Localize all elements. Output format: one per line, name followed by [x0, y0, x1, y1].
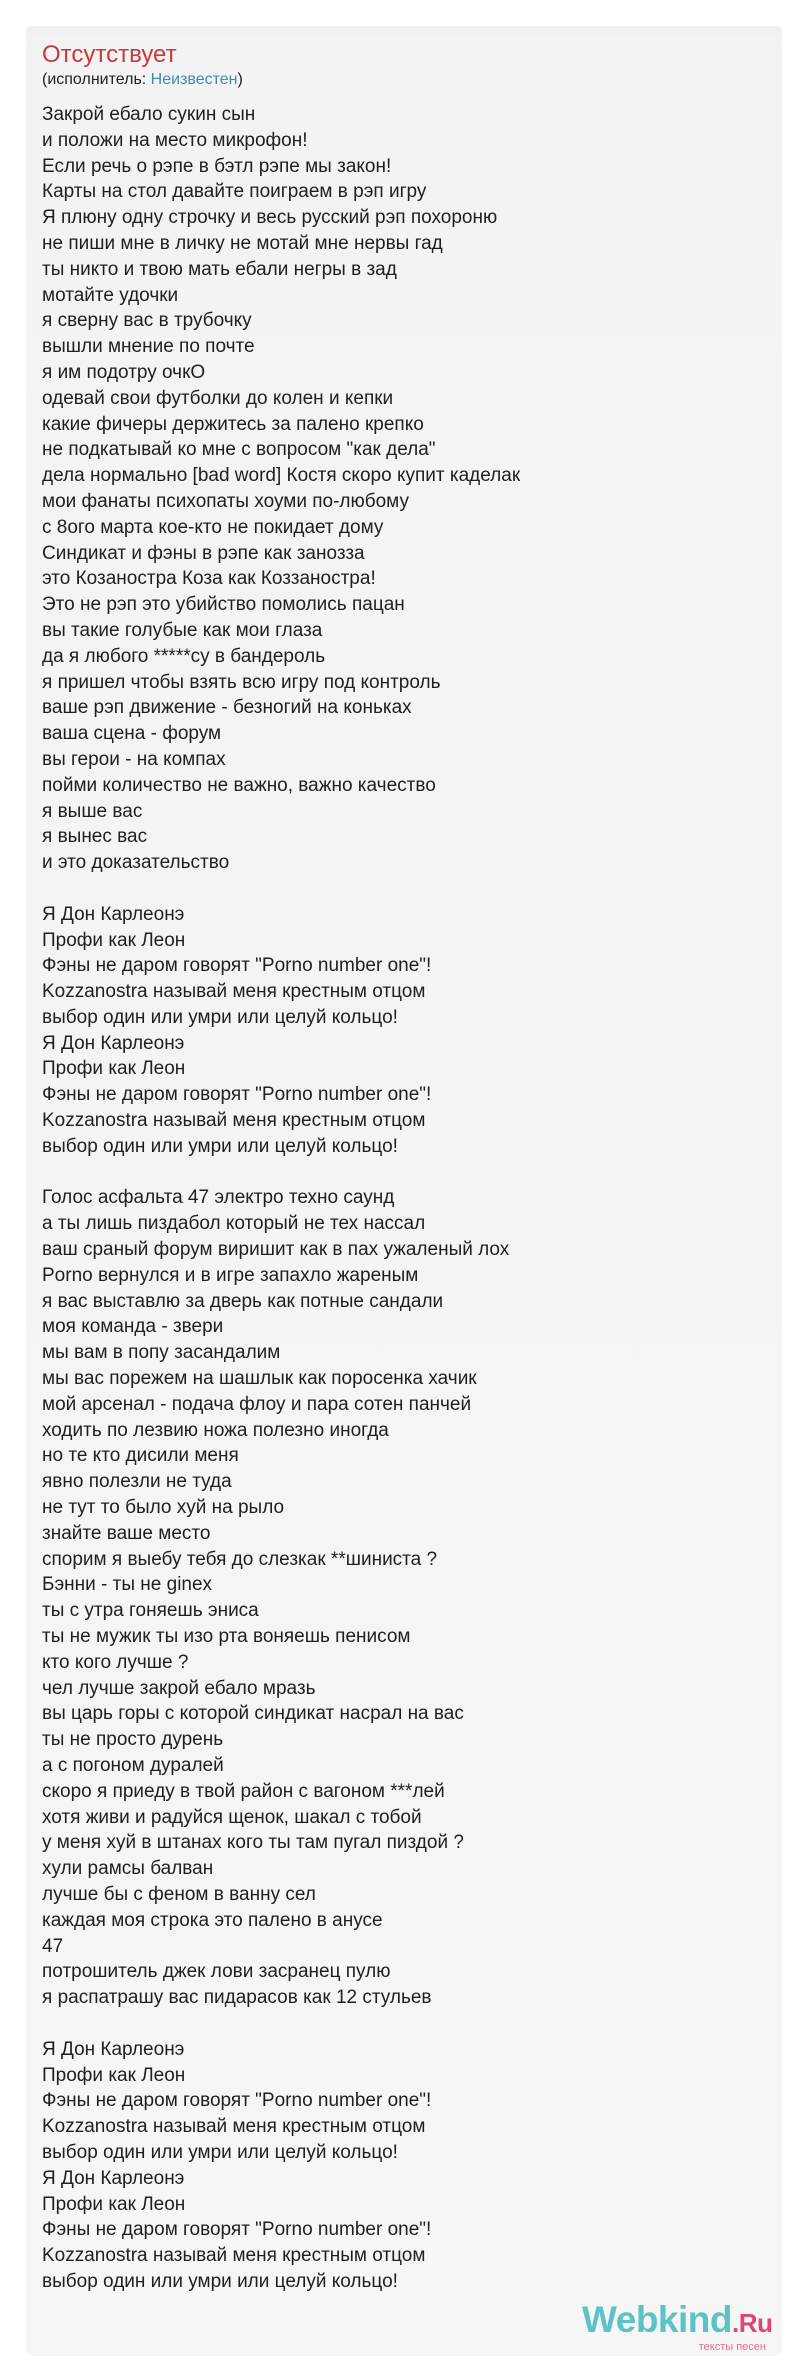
- lyrics-line: я им подотру очкО: [42, 361, 206, 383]
- lyrics-line: с 8ого марта кое-кто не покидает дому: [42, 516, 384, 538]
- lyrics-text: [42, 102, 520, 2295]
- lyrics-line: Я Дон Карлеонэ: [42, 2038, 185, 2060]
- lyrics-line: и это доказательство: [42, 852, 230, 874]
- lyrics-line: я пришел чтобы взять всю игру под контроль: [42, 671, 441, 693]
- lyrics-line: это Козаностра Коза как Коззаностра!: [42, 568, 376, 590]
- lyrics-line: Я Дон Карлеонэ: [42, 2167, 185, 2189]
- lyrics-line: не тут то было хуй на рыло: [42, 1497, 285, 1519]
- lyrics-line: Porno вернулся и в игре запахло жареным: [42, 1264, 419, 1286]
- logo-tld: .Ru: [732, 2308, 773, 2338]
- lyrics-line: Бэнни - ты не ginex: [42, 1574, 213, 1596]
- logo-tagline: тексты песен: [698, 2341, 766, 2353]
- lyrics-line: потрошитель джек лови засранец пулю: [42, 1961, 391, 1983]
- lyrics-line: Фэны не даром говорят "Porno number one"!: [42, 1084, 432, 1106]
- lyrics-line: у меня хуй в штанах кого ты там пугал пиздой ?: [42, 1832, 464, 1854]
- lyrics-line: мы вас порежем на шашлык как поросенка хачик: [42, 1368, 477, 1390]
- lyrics-line: Фэны не даром говорят "Porno number one"!: [42, 955, 432, 977]
- lyrics-line: Kozzanostra называй меня крестным отцом: [42, 1110, 426, 1132]
- lyrics-line: ты никто и твою мать ебали негры в зад: [42, 258, 397, 280]
- lyrics-line: дела нормально [bad word] Костя скоро купит каделак: [42, 465, 521, 487]
- lyrics-line: не пиши мне в личку не мотай мне нервы гад: [42, 232, 443, 254]
- lyrics-line: выбор один или умри или целуй кольцо!: [42, 1135, 398, 1157]
- lyrics-stanza-gap: [42, 2011, 520, 2037]
- lyrics-line: а ты лишь пиздабол который не тех нассал: [42, 1213, 426, 1235]
- lyrics-line: Я Дон Карлеонэ: [42, 903, 185, 925]
- lyrics-line: я сверну вас в трубочку: [42, 310, 252, 332]
- lyrics-line: моя команда - звери: [42, 1316, 224, 1338]
- lyrics-line: Фэны не даром говорят "Porno number one"!: [42, 2219, 432, 2241]
- logo-brand: [582, 2298, 772, 2345]
- lyrics-line: ты не мужик ты изо рта воняешь пенисом: [42, 1626, 411, 1648]
- lyrics-line: я вынес вас: [42, 826, 148, 848]
- lyrics-line: Я Дон Карлеонэ: [42, 1032, 185, 1054]
- lyrics-line: Профи как Леон: [42, 2193, 186, 2215]
- lyrics-line: не подкатывай ко мне с вопросом "как дела": [42, 439, 436, 461]
- lyrics-line: Kozzanostra называй меня крестным отцом: [42, 981, 426, 1003]
- lyrics-line: чел лучше закрой ебало мразь: [42, 1677, 316, 1699]
- lyrics-line: Фэны не даром говорят "Porno number one"!: [42, 2090, 432, 2112]
- lyrics-line: и положи на место микрофон!: [42, 129, 308, 151]
- performer-prefix: (исполнитель:: [42, 71, 151, 88]
- lyrics-line: пойми количество не важно, важно качество: [42, 774, 436, 796]
- lyrics-line: Профи как Леон: [42, 2064, 186, 2086]
- lyrics-line: явно полезли не туда: [42, 1471, 232, 1493]
- lyrics-line: я распатрашу вас пидарасов как 12 стульев: [42, 1987, 432, 2009]
- lyrics-line: вышли мнение по почте: [42, 336, 255, 358]
- lyrics-line: мой арсенал - подача флоу и пара сотен панчей: [42, 1393, 472, 1415]
- lyrics-line: Kozzanostra называй меня крестным отцом: [42, 2116, 426, 2138]
- lyrics-line: скоро я приеду в твой район с вагоном ***лей: [42, 1780, 445, 1802]
- lyrics-line: выбор один или умри или целуй кольцо!: [42, 2270, 398, 2292]
- lyrics-line: ваша сцена - форум: [42, 723, 222, 745]
- logo-brand-name: Webkind: [582, 2299, 732, 2340]
- lyrics-line: Это не рэп это убийство помолись пацан: [42, 594, 405, 616]
- lyrics-line: Kozzanostra называй меня крестным отцом: [42, 2245, 426, 2267]
- lyrics-line: Голос асфальта 47 электро техно саунд: [42, 1187, 395, 1209]
- lyrics-line: я выше вас: [42, 800, 143, 822]
- lyrics-line: вы царь горы с которой синдикат насрал на вас: [42, 1703, 464, 1725]
- lyrics-line: я вас выставлю за дверь как потные сандали: [42, 1290, 444, 1312]
- lyrics-line: Я плюну одну строчку и весь русский рэп похороню: [42, 207, 498, 229]
- lyrics-line: Закрой ебало сукин сын: [42, 104, 256, 125]
- lyrics-line: кто кого лучше ?: [42, 1651, 189, 1673]
- performer-suffix: ): [237, 71, 243, 88]
- lyrics-line: а с погоном дуралей: [42, 1755, 224, 1776]
- lyrics-stanza-gap: [42, 1160, 520, 1186]
- lyrics-line: мотайте удочки: [42, 284, 179, 306]
- performer-line: [42, 70, 243, 90]
- lyrics-line: ты с утра гоняешь эниса: [42, 1600, 259, 1622]
- lyrics-line: 47: [42, 1935, 64, 1957]
- lyrics-stanza-gap: [42, 876, 520, 902]
- lyrics-line: мои фанаты психопаты хоуми по-любому: [42, 490, 409, 512]
- lyrics-line: ходить по лезвию ножа полезно иногда: [42, 1419, 389, 1441]
- lyrics-line: знайте ваше место: [42, 1522, 211, 1544]
- lyrics-line: Карты на стол давайте поиграем в рэп игру: [42, 181, 427, 203]
- lyrics-line: хотя живи и радуйся щенок, шакал с тобой: [42, 1806, 422, 1828]
- lyrics-line: Если речь о рэпе в бэтл рэпе мы закон!: [42, 155, 392, 177]
- lyrics-line: выбор один или умри или целуй кольцо!: [42, 1006, 398, 1028]
- lyrics-line: но те кто дисили меня: [42, 1445, 239, 1467]
- lyrics-line: ты не просто дурень: [42, 1729, 224, 1751]
- lyrics-line: выбор один или умри или целуй кольцо!: [42, 2141, 398, 2163]
- lyrics-line: ваше рэп движение - безногий на коньках: [42, 697, 412, 719]
- performer-link[interactable]: Неизвестен: [150, 71, 238, 88]
- lyrics-line: Профи как Леон: [42, 929, 186, 951]
- song-title: Отсутствует: [42, 41, 177, 68]
- lyrics-line: какие фичеры держитесь за палено крепко: [42, 413, 424, 435]
- lyrics-line: вы такие голубые как мои глаза: [42, 619, 323, 641]
- webkind-logo[interactable]: [582, 2298, 772, 2358]
- lyrics-line: Профи как Леон: [42, 1058, 186, 1080]
- lyrics-line: хули рамсы балван: [42, 1858, 214, 1880]
- lyrics-line: одевай свои футболки до колен и кепки: [42, 387, 394, 409]
- lyrics-line: ваш сраный форум виришит как в пах ужаленый лох: [42, 1239, 510, 1261]
- lyrics-line: лучше бы с феном в ванну сел: [42, 1883, 316, 1905]
- lyrics-line: Синдикат и фэны в рэпе как занозза: [42, 542, 365, 564]
- lyrics-line: спорим я выебу тебя до слезкак **шиниста ?: [42, 1548, 438, 1570]
- lyrics-line: мы вам в попу засандалим: [42, 1342, 281, 1364]
- lyrics-line: вы герои - на компах: [42, 748, 226, 770]
- lyrics-line: да я любого *****су в бандероль: [42, 645, 326, 667]
- lyrics-line: каждая моя строка это палено в анусе: [42, 1909, 383, 1931]
